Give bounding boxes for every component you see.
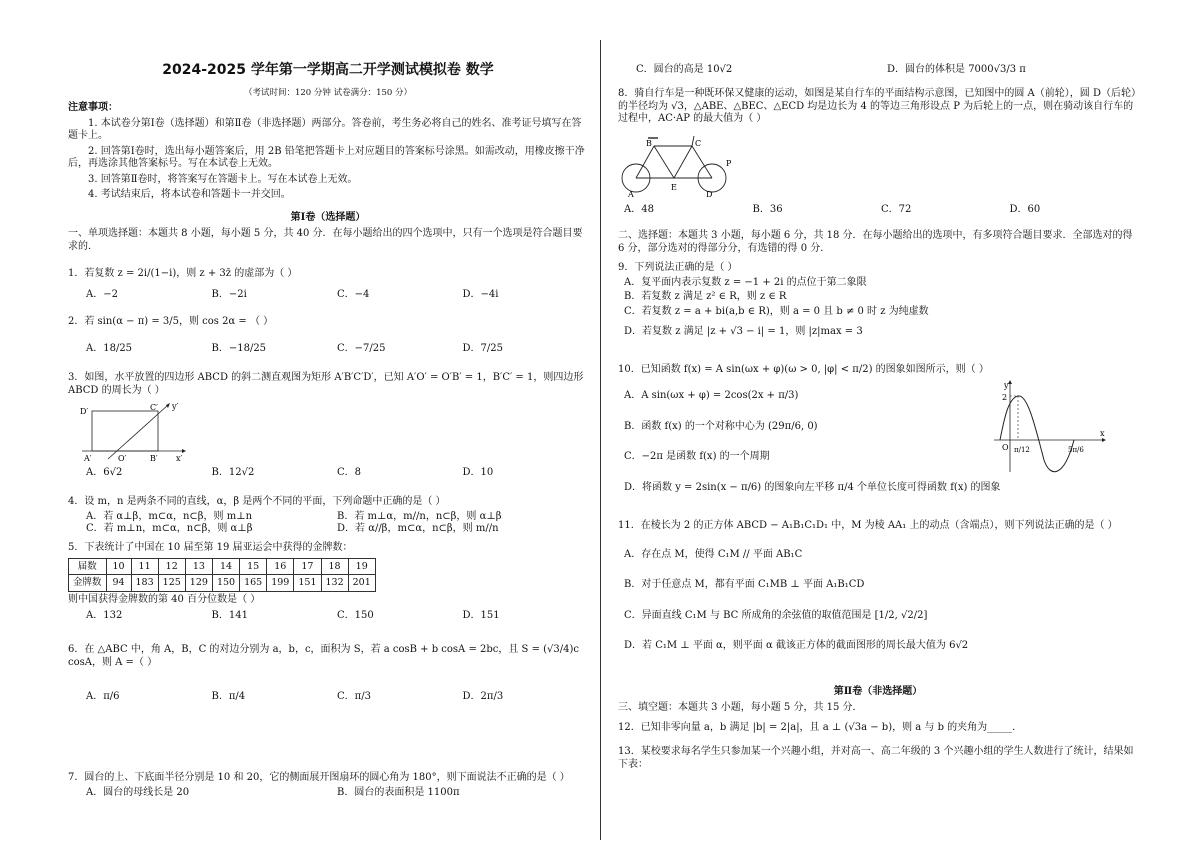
label-b: B′ bbox=[150, 454, 158, 463]
option-a[interactable]: A．存在点 M，使得 C₁M // 平面 AB₁C bbox=[624, 548, 803, 560]
options bbox=[68, 610, 588, 623]
table-cell: 17 bbox=[294, 558, 321, 575]
question-1 bbox=[68, 268, 588, 301]
option-c[interactable]: C．−4 bbox=[337, 288, 370, 300]
notes bbox=[68, 102, 588, 202]
question-stem: 9．下列说法正确的是（ ） bbox=[618, 262, 738, 273]
options bbox=[68, 691, 588, 704]
label-d: D bbox=[706, 189, 713, 199]
graph-max-label: 2 bbox=[1002, 393, 1008, 402]
question-3 bbox=[68, 372, 588, 480]
label-b: B bbox=[646, 138, 652, 148]
label-e: E bbox=[671, 182, 677, 192]
exam-subtitle: （考试时间：120 分钟 试卷满分：150 分） bbox=[243, 88, 413, 98]
table-cell: 10 bbox=[106, 558, 131, 575]
option-b[interactable]: B．函数 f(x) 的一个对称中心为 (29π/6, 0) bbox=[624, 420, 818, 432]
graph-x-label: x bbox=[1100, 429, 1105, 438]
table-cell: 12 bbox=[158, 558, 185, 575]
graph-tick-2: 5π/6 bbox=[1068, 446, 1084, 454]
table-cell: 165 bbox=[240, 575, 267, 592]
option-c[interactable]: C．−2π 是函数 f(x) 的一个周期 bbox=[624, 451, 770, 462]
option-a[interactable]: A．−2 bbox=[86, 288, 118, 300]
table-cell: 16 bbox=[267, 558, 294, 575]
table-cell: 150 bbox=[212, 575, 239, 592]
option-c[interactable]: C．150 bbox=[337, 609, 374, 621]
options-row bbox=[68, 511, 588, 524]
option-c[interactable]: C．若 m⊥n，m⊂α，n⊂β，则 α⊥β bbox=[86, 523, 253, 534]
table-cell: 19 bbox=[348, 558, 375, 575]
exam-title: 2024-2025 学年第一学期高二开学测试模拟卷 数学 bbox=[162, 62, 494, 78]
question-8 bbox=[618, 88, 1138, 216]
options bbox=[618, 204, 1138, 217]
option-c[interactable]: C．π/3 bbox=[337, 691, 371, 702]
graph-y-label: y bbox=[1004, 381, 1009, 390]
options bbox=[68, 289, 588, 302]
option-d[interactable]: D．若 C₁M ⊥ 平面 α，则平面 α 截该正方体的截面图形的周长最大值为 6√2 bbox=[624, 640, 969, 651]
label-a: A′ bbox=[84, 454, 92, 463]
option-c[interactable]: C．异面直线 C₁M 与 BC 所成角的余弦值的取值范围是 [1/2, √2/2] bbox=[624, 609, 928, 621]
question-4 bbox=[68, 496, 588, 536]
note-item: 3. 回答第Ⅱ卷时，将答案写在答题卡上。写在本试卷上无效。 bbox=[88, 173, 358, 185]
label-x: x′ bbox=[176, 454, 183, 463]
option-d[interactable]: D．151 bbox=[462, 609, 500, 621]
question-stem: 3．如图，水平放置的四边形 ABCD 的斜二测直观图为矩形 A′B′C′D′，已知 A′O′ = O′B′ = 1，B′C′ = 1，则四边形 ABCD 的周长为（ ） bbox=[68, 372, 584, 396]
question-stem: 4．设 m，n 是两条不同的直线，α，β 是两个不同的平面，下列命题中正确的是（ ） bbox=[68, 496, 446, 507]
option-b[interactable]: B．π/4 bbox=[211, 691, 246, 702]
section3-instructions: 三、填空题：本题共 3 小题，每小题 5 分，共 15 分． bbox=[618, 702, 863, 713]
label-c: C bbox=[695, 138, 702, 148]
question-11 bbox=[618, 520, 1138, 653]
option-d[interactable]: D．2π/3 bbox=[462, 691, 504, 702]
option-c[interactable]: C．−7/25 bbox=[337, 342, 386, 354]
table-cell: 125 bbox=[158, 575, 185, 592]
table-cell: 11 bbox=[131, 558, 158, 575]
table-cell: 15 bbox=[240, 558, 267, 575]
note-item: 2. 回答第Ⅰ卷时，选出每小题答案后，用 2B 铅笔把答题卡上对应题目的答案标号涂黑。如需改动，用橡皮擦干净后，再选涂其他答案标号。写在本试卷上无效。 bbox=[68, 145, 585, 169]
option-d[interactable]: D．将函数 y = 2sin(x − π/6) 的图象向左平移 π/4 个单位长度可得函数 f(x) 的图象 bbox=[624, 481, 1001, 493]
part1-heading: 第Ⅰ卷（选择题） bbox=[290, 212, 366, 223]
table-cell: 132 bbox=[321, 575, 348, 592]
options-row bbox=[68, 523, 588, 536]
option-d[interactable]: D．若 α//β，m⊂α，n⊂β，则 m//n bbox=[337, 523, 499, 534]
option-d[interactable]: D．−4i bbox=[462, 288, 499, 300]
option-d[interactable]: D．60 bbox=[1009, 203, 1041, 215]
note-item: 1. 本试卷分第Ⅰ卷（选择题）和第Ⅱ卷（非选择题）两部分。答卷前，考生务必将自己的姓名、准考证号填写在答题卡上。 bbox=[68, 117, 582, 141]
option-a[interactable]: A．18/25 bbox=[86, 342, 133, 354]
question-stem: 6．在 △ABC 中，角 A，B，C 的对边分别为 a，b，c，面积为 S，若 a cosB + b cosA = 2bc，且 S = (√3/4)c cosA，则 A =（ ） bbox=[68, 644, 580, 668]
option-c[interactable]: C．72 bbox=[881, 203, 912, 215]
table-row bbox=[69, 575, 376, 592]
option-a[interactable]: A．π/6 bbox=[86, 691, 120, 702]
table-cell: 金牌数 bbox=[69, 575, 107, 592]
options-row bbox=[68, 787, 588, 800]
option-b[interactable]: B．12√2 bbox=[211, 467, 255, 478]
table-cell: 94 bbox=[106, 575, 131, 592]
question-stem: 7．圆台的上、下底面半径分别是 10 和 20，它的侧面展开图扇环的圆心角为 180°，则下面说法不正确的是（ ） bbox=[68, 772, 570, 783]
table-cell: 151 bbox=[294, 575, 321, 592]
table-cell: 届数 bbox=[69, 558, 107, 575]
q3-figure bbox=[78, 401, 188, 463]
table-cell: 183 bbox=[131, 575, 158, 592]
option-a[interactable]: A．A sin(ωx + φ) = 2cos(2x + π/3) bbox=[624, 390, 799, 401]
question-stem: 8．骑自行车是一种既环保又健康的运动，如图是某自行车的平面结构示意图，已知图中的圆 A（前轮），圆 D（后轮）的半径均为 √3，△ABE、△BEC、△ECD 均是边长为 4 的等边三角形设点 P 为后轮上的一点，则在骑动该自行车的过程中，AC·AP 的最大值为（ ） bbox=[618, 88, 1136, 124]
sine-graph bbox=[990, 380, 1110, 476]
question-6 bbox=[68, 644, 588, 704]
question-12: 12．已知非零向量 a，b 满足 |b| = 2|a|，且 a ⊥ (√3a − b)，则 a 与 b 的夹角为_____． bbox=[618, 722, 1023, 733]
option-a[interactable]: A．圆台的母线长是 20 bbox=[86, 786, 190, 798]
table-cell: 201 bbox=[348, 575, 375, 592]
label-a: A bbox=[628, 189, 634, 199]
option-c[interactable]: C．圆台的高是 10√2 bbox=[636, 64, 733, 75]
label-y: y′ bbox=[172, 402, 179, 411]
column-divider bbox=[600, 40, 601, 840]
graph-origin: O bbox=[1002, 443, 1009, 452]
table-cell: 129 bbox=[185, 575, 212, 592]
table-cell: 199 bbox=[267, 575, 294, 592]
table-cell: 14 bbox=[212, 558, 239, 575]
option-b[interactable]: B．141 bbox=[211, 609, 248, 621]
option-a[interactable]: A．复平面内表示复数 z = −1 + 2i 的点位于第二象限 bbox=[624, 276, 867, 288]
option-d[interactable]: D．圆台的体积是 7000√3/3 π bbox=[887, 64, 1026, 75]
table-row bbox=[69, 558, 376, 575]
section1-instructions: 一、单项选择题：本题共 8 小题，每小题 5 分，共 40 分．在每小题给出的四个选项中，只有一个选项是符合题目要求的． bbox=[68, 228, 583, 252]
question-7 bbox=[68, 772, 588, 799]
label-o: O′ bbox=[118, 454, 127, 463]
question-stem: 1．若复数 z = 2i/(1−i)，则 z + 3z̄ 的虚部为（ ） bbox=[68, 268, 298, 279]
bicycle-figure bbox=[620, 130, 740, 200]
option-c[interactable]: C．若复数 z = a + bi(a,b ∈ R)，则 a = 0 且 b ≠ 0 时 z 为纯虚数 bbox=[624, 305, 929, 317]
question-stem: 2．若 sin(α − π) = 3/5，则 cos 2α = （ ） bbox=[68, 316, 274, 327]
option-d[interactable]: D．10 bbox=[462, 467, 494, 478]
medal-table bbox=[68, 558, 376, 593]
label-c: C′ bbox=[150, 403, 158, 412]
part2-heading: 第Ⅱ卷（非选择题） bbox=[833, 686, 923, 697]
option-b[interactable]: B．圆台的表面积是 1100π bbox=[337, 786, 460, 798]
question-5 bbox=[68, 542, 588, 622]
option-a[interactable]: A．6√2 bbox=[86, 467, 123, 478]
options bbox=[68, 467, 588, 480]
question-13: 13．某校要求每名学生只参加某一个兴趣小组，并对高一、高二年级的 3 个兴趣小组的学生人数进行了统计，结果如下表： bbox=[618, 746, 1134, 770]
option-b[interactable]: B．若复数 z 满足 z² ∈ R，则 z ∈ R bbox=[624, 291, 787, 302]
q7-options-continued bbox=[618, 64, 1138, 77]
option-d[interactable]: D．7/25 bbox=[462, 342, 503, 354]
table-cell: 13 bbox=[185, 558, 212, 575]
options bbox=[68, 343, 588, 356]
question-10 bbox=[618, 364, 1138, 493]
option-a[interactable]: A．若 α⊥β，m⊂α，n⊂β，则 m⊥n bbox=[86, 510, 253, 522]
option-d[interactable]: D．若复数 z 满足 |z + √3 − i| = 1，则 |z|max = 3 bbox=[624, 326, 863, 337]
notes-heading: 注意事项： bbox=[68, 102, 118, 113]
option-b[interactable]: B．−18/25 bbox=[211, 342, 267, 354]
label-p: P bbox=[726, 158, 732, 168]
option-c[interactable]: C．8 bbox=[337, 467, 362, 478]
question-2 bbox=[68, 316, 588, 355]
option-b[interactable]: B．对于任意点 M，都有平面 C₁MB ⊥ 平面 A₁B₁CD bbox=[624, 579, 865, 590]
question-tail: 则中国获得金牌数的第 40 百分位数是（ ） bbox=[68, 594, 261, 606]
label-d: D′ bbox=[80, 407, 89, 416]
table-cell: 18 bbox=[321, 558, 348, 575]
question-stem: 11．在棱长为 2 的正方体 ABCD − A₁B₁C₁D₁ 中，M 为棱 AA₁ 上的动点（含端点），则下列说法正确的是（ ） bbox=[618, 520, 1118, 531]
section2-instructions: 二、选择题：本题共 3 小题，每小题 6 分，共 18 分．在每小题给出的选项中，有多项符合题目要求．全部选对的得 6 分，部分选对的得部分分，有选错的得 0 分． bbox=[618, 230, 1133, 254]
q10-options bbox=[618, 386, 1001, 494]
question-stem: 10．已知函数 f(x) = A sin(ωx + φ)(ω > 0, |φ| < π/2) 的图象如图所示，则（ ） bbox=[618, 364, 989, 375]
option-a[interactable]: A．48 bbox=[624, 203, 654, 215]
option-b[interactable]: B．−2i bbox=[211, 288, 247, 300]
question-9 bbox=[618, 262, 1138, 339]
question-stem: 5．下表统计了中国在 10 届至第 19 届亚运会中获得的金牌数： bbox=[68, 542, 353, 553]
option-b[interactable]: B．36 bbox=[752, 203, 783, 215]
option-a[interactable]: A．132 bbox=[86, 609, 123, 621]
note-item: 4. 考试结束后，将本试卷和答题卡一并交回。 bbox=[88, 189, 291, 200]
graph-tick-1: π/12 bbox=[1014, 446, 1030, 454]
option-b[interactable]: B．若 m⊥α，m//n，n⊂β，则 α⊥β bbox=[337, 510, 502, 522]
